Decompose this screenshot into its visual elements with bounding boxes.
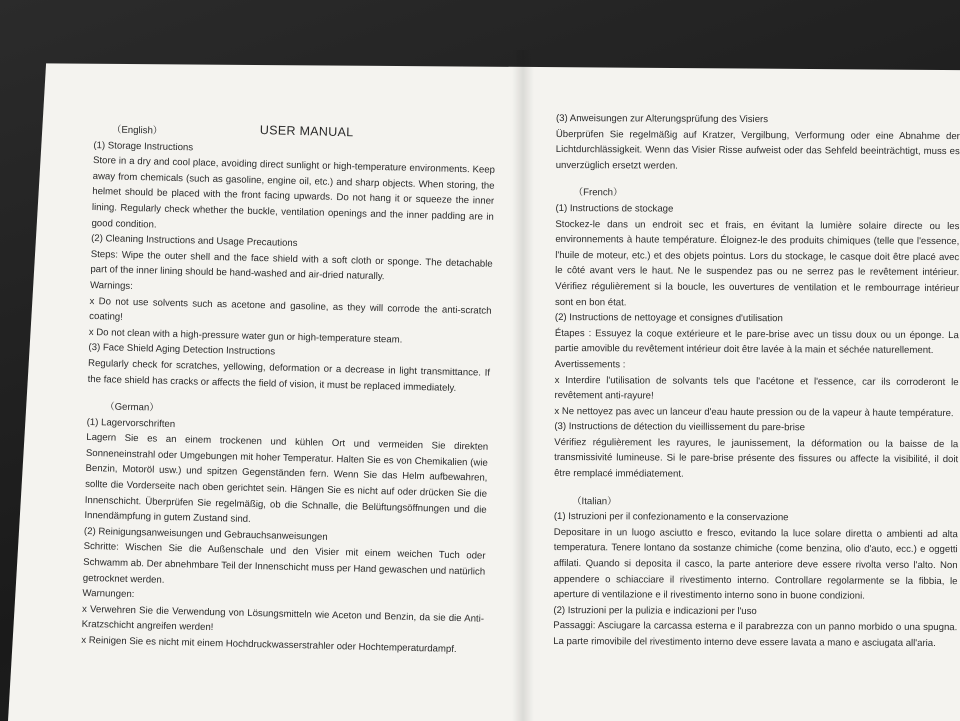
section-heading: (2) Istruzioni per la pulizia e indicazioni per l'uso [553,604,757,617]
page-fold [512,50,534,721]
warnings-heading: Warnings: [89,279,133,292]
right-page [553,111,960,652]
section-heading: (1) Instructions de stockage [555,202,674,215]
paragraph: Lagern Sie es an einem trockenen und kühlen Ort und vermeiden Sie direkten Sonneneinstrahl oder Umgebungen mit hoher Temperatur. Halten Sie es von Chemikalien (wie Benzin, Motoröl usw.) und spitzen Gegenständen fern. Wenn Sie das Helm aufbewahren, sollte die Vorderseite nach oben gerichtet sein. Hängen Sie es nicht auf oder drücken Sie die Innenschicht. Überprüfen Sie regelmäßig, ob die Schnalle, die Belüftungsöffnungen und die Innendämpfung in gutem Zustand sind. [84,432,489,526]
warnings-heading: Avertissements : [554,358,626,371]
paragraph: Vérifiez régulièrement les rayures, le jaunissement, la déformation ou la baisse de la transmissivité lumineuse. Si le pare-brise présente des fissures ou affecte la visibilité, il doit être remplacé immédiatement. [554,436,959,480]
paragraph: Étapes : Essuyez la coque extérieure et le pare-brise avec un tissu doux ou un éponge. La partie amovible du revêtement intérieur doit être lavée à la main et séchée naturellement. [554,327,959,357]
paragraph: Depositare in un luogo asciutto e fresco, evitando la luce solare diretta o ambienti ad alta temperatura. Tenere lontano da sostanze chimiche (come benzina, olio d'auto, ecc.) e oggetti affilati. Quando si deposita il casco, la parte anteriore deve essere rivolta verso l'alto. Non appendere o schiacciare il rivestimento interno. Controllare regolarmente se la fibbia, le aperture di ventilazione e il rivestimento interno sono in buone condizioni. [553,526,958,602]
language-label: （French） [573,187,623,199]
english-section [88,122,496,397]
warning-item: x Do not use solvents such as acetone and gasoline, as they will corrode the anti-scratch coating! [89,295,492,323]
paragraph: Steps: Wipe the outer shell and the face shield with a soft cloth or sponge. The detachable part of the inner lining should be hand-washed and air-dried naturally. [90,248,493,283]
warning-item: x Ne nettoyez pas avec un lanceur d'eau haute pression ou de la vapeur à haute température. [554,405,954,419]
language-label: （German） [104,401,160,414]
document-title: USER MANUAL [259,123,354,140]
paragraph: Passaggi: Asciugare la carcassa esterna e il parabrezza con un panno morbido o una spugna. La parte rimovibile del rivestimento interno deve essere lavata a mano e asciugata all'aria. [553,620,958,649]
section-heading: (3) Anweisungen zur Alterungsprüfung des Visiers [555,112,769,126]
language-label: （Italian） [571,495,617,507]
section-heading: (2) Cleaning Instructions and Usage Precautions [91,233,298,250]
section-heading: (2) Reinigungsanweisungen und Gebrauchsanweisungen [83,525,328,543]
left-page [81,122,496,658]
warning-item: x Do not clean with a high-pressure water gun or high-temperature steam. [88,326,403,346]
french-section [554,185,960,483]
section-heading: (3) Instructions de détection du vieillissement du pare-brise [554,421,806,434]
paragraph: Schritte: Wischen Sie die Außenschale und den Visier mit einem weichen Tuch oder Schwamm ab. Der abnehmbare Teil der Innenschicht muss per Hand gewaschen und natürlich getrocknet werden. [82,541,486,586]
german-continued-section [556,111,960,175]
warnings-heading: Warnungen: [82,588,135,601]
section-heading: (1) Storage Instructions [93,139,194,154]
german-section [81,399,489,658]
section-heading: (1) Lagervorschriften [86,416,176,430]
italian-section [553,494,958,652]
paragraph: Regularly check for scratches, yellowing, deformation or a decrease in light transmittance. If the face shield has cracks or affects the field of vision, it must be replaced immediately. [87,357,491,394]
paragraph: Stockez-le dans un endroit sec et frais, en évitant la lumière solaire directe ou les environnements à haute température. Éloignez-le des produits chimiques (telle que l'essence, l'huile de moteur, etc.) et des objets pointus. Lors du stockage, le casque doit être placé avec le côté avant vers le haut. Ne le suspendez pas ou ne serrez pas le revêtement intérieur. Vérifiez régulièrement si la boucle, les ouvertures de ventilation et le rembourrage intérieur sont en bon état. [554,218,960,308]
warning-item: x Verwehren Sie die Verwendung von Lösungsmitteln wie Aceton und Benzin, da sie die Anti-Kratzschicht angreifen werden! [81,603,485,634]
paragraph: Store in a dry and cool place, avoiding direct sunlight or high-temperature environments. Keep away from chemicals (such as gasoline, engine oil, etc.) and sharp objects. When storing, the helmet should be placed with the front facing upwards. Do not hang it or squeeze the inner lining. Regularly check whether the buckle, ventilation openings and the inner padding are in good condition. [91,155,496,231]
warning-item: x Interdire l'utilisation de solvants tels que l'acétone et l'essence, car ils corroderont le revêtement anti-rayure! [554,374,959,402]
warning-item: x Reinigen Sie es nicht mit einem Hochdruckwasserstrahler oder Hochtemperaturdampf. [81,634,457,656]
section-heading: (1) Istruzioni per il confezionamento e la conservazione [553,511,789,524]
paragraph: Überprüfen Sie regelmäßig auf Kratzer, Vergilbung, Verformung oder eine Abnahme der Lichtdurchlässigkeit. Wenn das Visier Risse aufweist oder das Sehfeld beeinträchtigt, muss es unverzüglich ersetzt werden. [555,128,960,172]
language-label: （English） [111,124,163,137]
section-heading: (3) Face Shield Aging Detection Instructions [88,342,276,358]
section-heading: (2) Instructions de nettoyage et consignes d'utilisation [554,312,783,325]
